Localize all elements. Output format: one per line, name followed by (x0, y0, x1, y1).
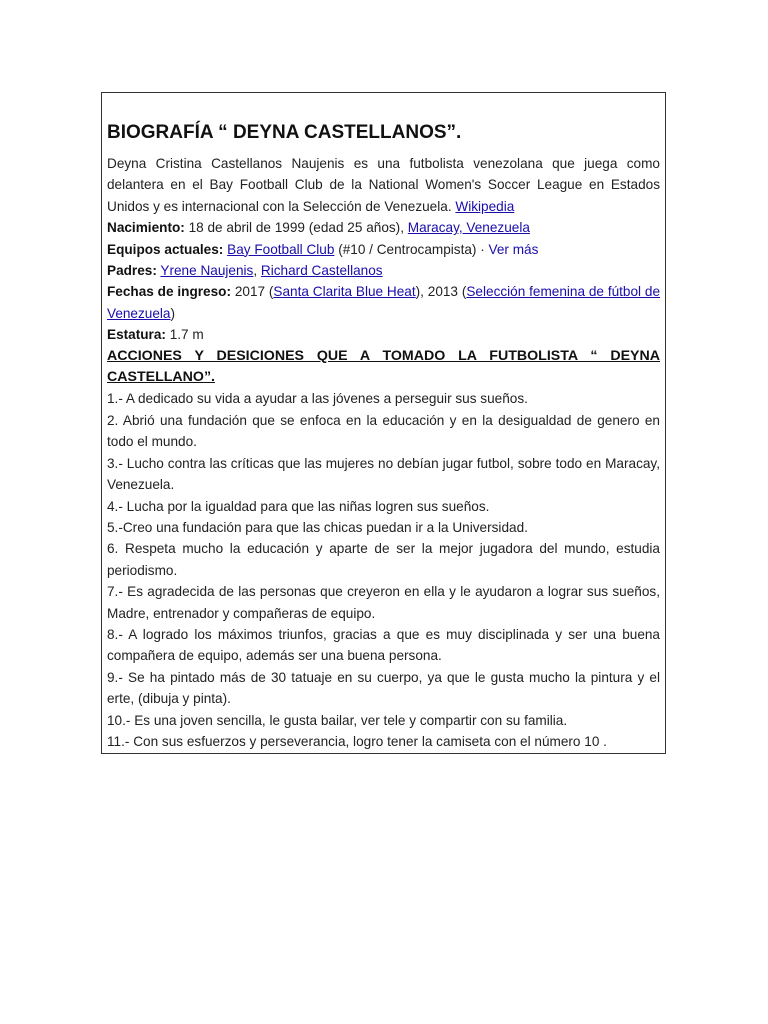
yrene-naujenis-link[interactable]: Yrene Naujenis (160, 263, 254, 279)
list-item: 5.-Creo una fundación para que las chicas puedan ir a la Universidad. (107, 519, 528, 535)
list-item: 1.- A dedicado su vida a ayudar a las jóvenes a perseguir sus sueños. (107, 391, 528, 407)
nacimiento-label: Nacimiento: (107, 220, 185, 236)
santa-clarita-link[interactable]: Santa Clarita Blue Heat (273, 284, 416, 300)
list-item: 9.- Se ha pintado más de 30 tatuaje en su cuerpo, ya que le gusta mucho la pintura y el erte, (dibuja y pinta). (107, 669, 660, 707)
fact-equipos (107, 239, 660, 260)
fact-estatura (107, 324, 660, 345)
fechas-text2: ), 2013 ( (415, 284, 467, 300)
list-item: 11.- Con sus esfuerzos y perseverancia, logro tener la camiseta con el número 10 . (107, 733, 607, 749)
fact-nacimiento (107, 217, 660, 238)
padres-sep: , (253, 263, 261, 279)
richard-castellanos-link[interactable]: Richard Castellanos (260, 263, 383, 279)
fechas-text3: ) (170, 305, 176, 321)
fechas-label: Fechas de ingreso: (107, 284, 231, 300)
intro-text: Deyna Cristina Castellanos Naujenis es una futbolista venezolana que juega como delantera en el Bay Football Club de la National Women's Soccer League en Estados Unidos y es internacional con la Selección de Venezuela. (107, 156, 660, 214)
fact-padres (107, 260, 660, 281)
wikipedia-link[interactable]: Wikipedia (455, 198, 515, 214)
acciones-list (107, 388, 660, 752)
list-item: 3.- Lucho contra las críticas que las mujeres no debían jugar futbol, sobre todo en Maracay, Venezuela. (107, 455, 660, 493)
list-item: 2. Abrió una fundación que se enfoca en la educación y en la desigualdad de genero en todo el mundo. (107, 412, 660, 450)
equipos-label: Equipos actuales: (107, 241, 224, 257)
list-item: 10.- Es una joven sencilla, le gusta bailar, ver tele y compartir con su familia. (107, 712, 568, 728)
padres-label: Padres: (107, 263, 157, 279)
document-box (101, 92, 666, 754)
fechas-text1: 2017 ( (231, 284, 274, 300)
document-title: BIOGRAFÍA “ DEYNA CASTELLANOS”. (107, 122, 462, 143)
estatura-label: Estatura: (107, 327, 166, 343)
acciones-heading: ACCIONES Y DESICIONES QUE A TOMADO LA FUTBOLISTA “ DEYNA CASTELLANO”. (107, 347, 660, 386)
fact-fechas (107, 281, 660, 324)
list-item: 4.- Lucha por la igualdad para que las niñas logren sus sueños. (107, 498, 490, 514)
ver-mas-link[interactable]: Ver más (488, 241, 539, 257)
maracay-link[interactable]: Maracay, Venezuela (407, 220, 530, 236)
list-item: 8.- A logrado los máximos triunfos, gracias a que es muy disciplinada y ser una buena compañera de equipo, además ser una buena persona. (107, 626, 660, 664)
seleccion-femenina-link[interactable]: Selección femenina de fútbol de Venezuela (107, 284, 661, 321)
equipos-text: (#10 / Centrocampista) · (334, 241, 489, 257)
nacimiento-text: 18 de abril de 1999 (edad 25 años), (184, 220, 408, 236)
estatura-text: 1.7 m (165, 327, 204, 343)
list-item: 7.- Es agradecida de las personas que creyeron en ella y le ayudaron a lograr sus sueños, Madre, entrenador y compañeras de equipo. (107, 584, 660, 621)
intro-paragraph (107, 153, 660, 217)
bay-football-club-link[interactable]: Bay Football Club (227, 241, 335, 257)
list-item: 6. Respeta mucho la educación y aparte de ser la mejor jugadora del mundo, estudia periodismo. (107, 541, 660, 578)
